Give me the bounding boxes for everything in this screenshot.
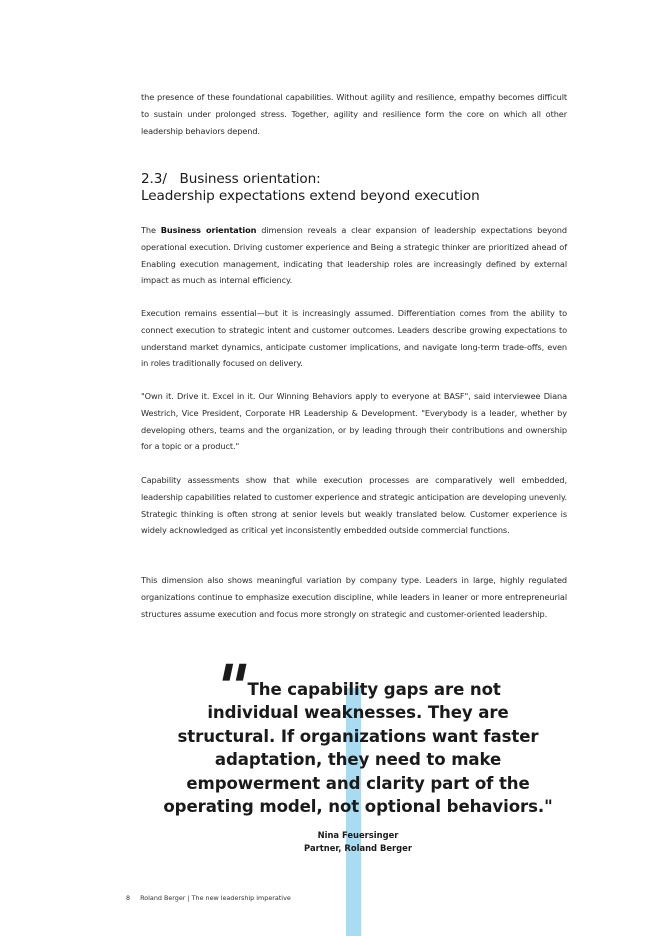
- paragraph-rest: dimension reveals a clear expansion of leadership expectations beyond operational execution. Driving customer experience and Being a strategic thinker are prioritized ahead of Enabling execution management, indicating that leadership roles are increasingly defined by external impact as much as internal efficiency.: [141, 225, 567, 286]
- paragraph-lead: The: [141, 225, 161, 235]
- quote-attribution: [208, 829, 508, 855]
- capability-assessment-paragraph: Capability assessments show that while execution processes are comparatively well embedded, leadership capabilities related to customer experience and strategic anticipation are developing unevenly. Strategic thinking is often strong at senior levels but weakly translated below. Customer experience is widely acknowledged as critical yet inconsistently embedded outside commercial functions.: [141, 475, 567, 536]
- pull-quote: [158, 651, 558, 818]
- quote-mark-icon: ": [207, 651, 250, 724]
- basf-quote-paragraph: "Own it. Drive it. Excel in it. Our Winning Behaviors apply to everyone at BASF", said interviewee Diana Westrich, Vice President, Corporate HR Leadership & Development. "Everybody is a leader, whether by developing others, teams and the organization, or by leading through their contributions and ownership for a topic or a product.": [141, 391, 567, 452]
- section-heading: [141, 171, 601, 205]
- page-number: 8: [126, 894, 131, 902]
- intro-paragraph: the presence of these foundational capabilities. Without agility and resilience, empathy becomes difficult to sustain under prolonged stress. Together, agility and resilience form the core on which all other leadership behaviors depend.: [141, 92, 567, 136]
- quote-author-title: Partner, Roland Berger: [304, 843, 412, 853]
- bold-term: Business orientation: [160, 225, 257, 235]
- quote-line: empowerment and clarity part of the: [186, 773, 530, 793]
- company-type-paragraph: This dimension also shows meaningful variation by company type. Leaders in large, highly regulated organizations continue to emphasize execution discipline, while leaders in leaner or more entrepreneurial structures assume execution and focus more strongly on strategic and customer-oriented leadership.: [141, 575, 567, 619]
- section-number: 2.3/: [141, 171, 167, 187]
- business-orientation-paragraph: [141, 222, 567, 289]
- footer-text: Roland Berger | The new leadership imperative: [140, 894, 291, 902]
- quote-line: adaptation, they need to make: [214, 750, 502, 770]
- execution-paragraph: Execution remains essential—but it is increasingly assumed. Differentiation comes from the ability to connect execution to strategic intent and customer outcomes. Leaders describe growing expectations to understand market dynamics, anticipate customer implications, and navigate long-term trade-offs, even in roles traditionally focused on delivery.: [141, 308, 567, 369]
- quote-author-name: Nina Feuersinger: [317, 830, 399, 840]
- section-heading-line-1: [141, 171, 601, 188]
- page-footer: [126, 894, 291, 903]
- section-title: Business orientation:: [179, 171, 321, 187]
- quote-line-text: The capability gaps are not: [247, 680, 501, 699]
- quote-line: individual weaknesses. They are: [207, 703, 509, 723]
- section-subtitle: Leadership expectations extend beyond execution: [141, 188, 480, 204]
- quote-line: structural. If organizations want faster: [177, 726, 539, 746]
- quote-line: operating model, not optional behaviors.": [163, 797, 553, 817]
